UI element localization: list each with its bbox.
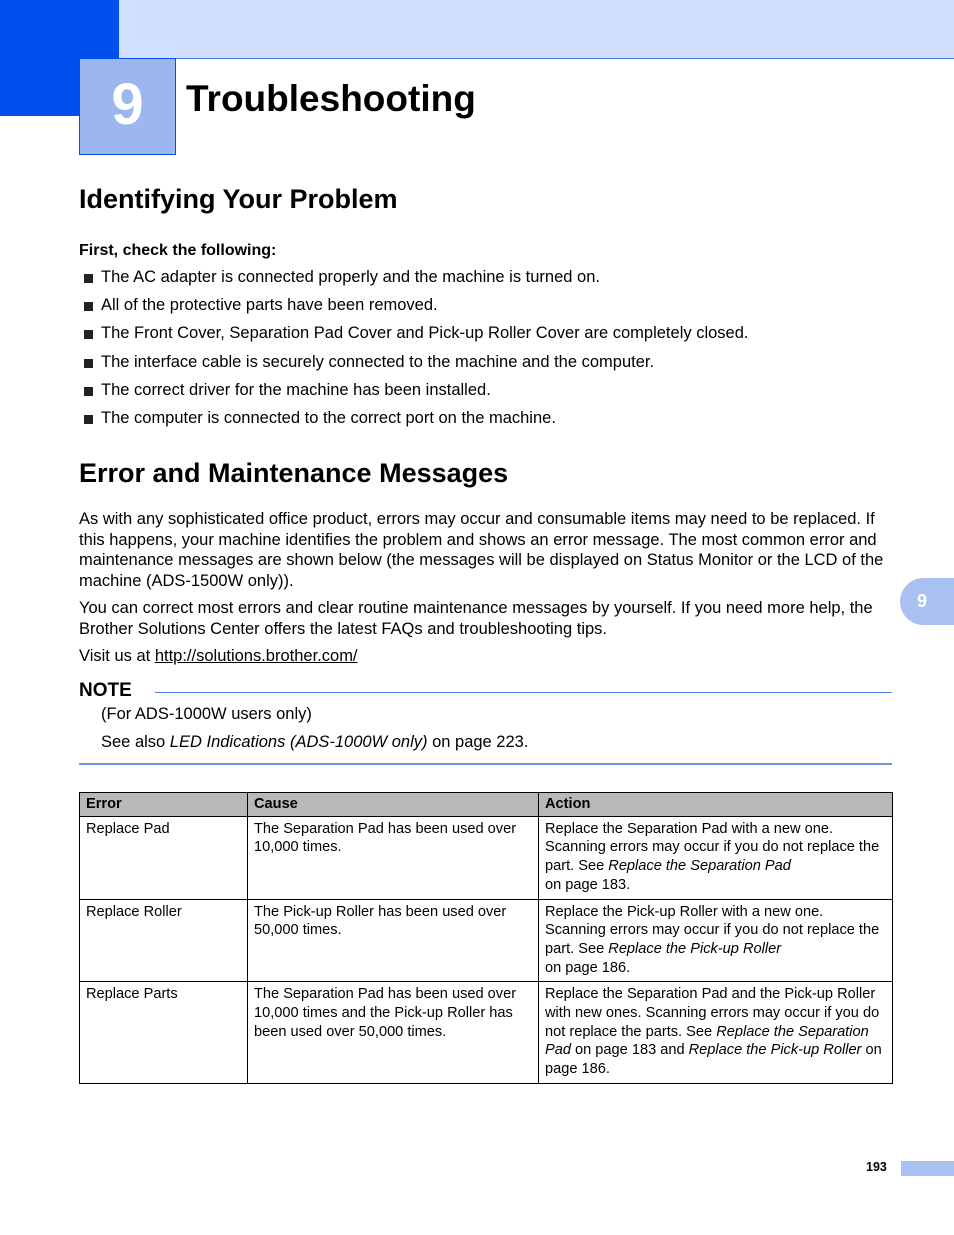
- page-number-bar: [901, 1161, 954, 1176]
- visit-paragraph: Visit us at http://solutions.brother.com/: [79, 647, 358, 665]
- note-bottom-divider: [79, 763, 892, 765]
- list-item: The interface cable is securely connected to the machine and the computer.: [84, 353, 748, 381]
- error-table: [79, 792, 893, 1084]
- square-bullet-icon: [84, 415, 93, 424]
- error-cell: Replace Pad: [80, 816, 248, 899]
- column-header-error: Error: [80, 793, 248, 817]
- checklist: [84, 268, 748, 437]
- action-cell: Replace the Pick-up Roller with a new one. Scanning errors may occur if you do not replace the part. See Replace the Pick-up Roller on page 186.: [539, 899, 893, 982]
- action-reference[interactable]: Replace the Separation Pad: [545, 1023, 869, 1059]
- chapter-number: 9: [111, 71, 144, 137]
- action-reference[interactable]: Replace the Pick-up Roller: [688, 1042, 862, 1059]
- table-header-row: [80, 793, 893, 817]
- section-heading-error-messages: Error and Maintenance Messages: [79, 458, 509, 488]
- list-item: The computer is connected to the correct port on the machine.: [84, 409, 748, 437]
- note-divider: [155, 692, 892, 693]
- table-row: [80, 982, 893, 1084]
- cause-cell: The Separation Pad has been used over 10,000 times and the Pick-up Roller has been used over 50,000 times.: [248, 982, 539, 1084]
- chapter-side-tab[interactable]: [900, 578, 954, 625]
- intro-paragraph: As with any sophisticated office product, errors may occur and consumable items may need to be replaced. If this happens, your machine identifies the problem and shows an error message. The most common error and maintenance messages are shown below (the messages will be displayed on Status Monitor or the LCD of the machine (ADS-1500W only)).: [79, 510, 884, 590]
- column-header-action: Action: [539, 793, 893, 817]
- solutions-center-link[interactable]: http://solutions.brother.com/: [154, 647, 358, 665]
- chapter-number-box: [79, 58, 176, 155]
- header-band: [0, 0, 954, 59]
- error-cell: Replace Parts: [80, 982, 248, 1084]
- section-heading-identify: Identifying Your Problem: [79, 184, 398, 214]
- action-reference[interactable]: Replace the Separation Pad: [608, 858, 791, 875]
- square-bullet-icon: [84, 302, 93, 311]
- action-cell: Replace the Separation Pad and the Pick-up Roller with new ones. Scanning errors may occur if you do not replace the parts. See Replace the Separation Pad on page 183 and Replace the Pick-up Roller on page 186.: [539, 982, 893, 1084]
- note-line-2: See also LED Indications (ADS-1000W only) on page 223.: [101, 733, 529, 751]
- chapter-title: Troubleshooting: [186, 78, 476, 119]
- cause-cell: The Pick-up Roller has been used over 50,000 times.: [248, 899, 539, 982]
- note-line-1: (For ADS-1000W users only): [101, 705, 312, 723]
- square-bullet-icon: [84, 274, 93, 283]
- list-item: The AC adapter is connected properly and the machine is turned on.: [84, 268, 748, 296]
- note-label: NOTE: [79, 680, 132, 701]
- list-item: The correct driver for the machine has been installed.: [84, 381, 748, 409]
- list-item: All of the protective parts have been removed.: [84, 296, 748, 324]
- note-reference[interactable]: LED Indications (ADS-1000W only): [169, 733, 428, 751]
- table-row: [80, 816, 893, 899]
- square-bullet-icon: [84, 330, 93, 339]
- action-cell: Replace the Separation Pad with a new one. Scanning errors may occur if you do not replace the part. See Replace the Separation Pad on page 183.: [539, 816, 893, 899]
- list-item: The Front Cover, Separation Pad Cover and Pick-up Roller Cover are completely closed.: [84, 324, 748, 352]
- action-reference[interactable]: Replace the Pick-up Roller: [608, 940, 782, 957]
- error-cell: Replace Roller: [80, 899, 248, 982]
- cause-cell: The Separation Pad has been used over 10,000 times.: [248, 816, 539, 899]
- checklist-intro: First, check the following:: [79, 242, 277, 259]
- column-header-cause: Cause: [248, 793, 539, 817]
- side-tab-number: 9: [916, 591, 927, 611]
- table-row: [80, 899, 893, 982]
- square-bullet-icon: [84, 359, 93, 368]
- page-number: 193: [866, 1160, 887, 1174]
- square-bullet-icon: [84, 387, 93, 396]
- help-paragraph: You can correct most errors and clear routine maintenance messages by yourself. If you need more help, the Brother Solutions Center offers the latest FAQs and troubleshooting tips.: [79, 599, 873, 638]
